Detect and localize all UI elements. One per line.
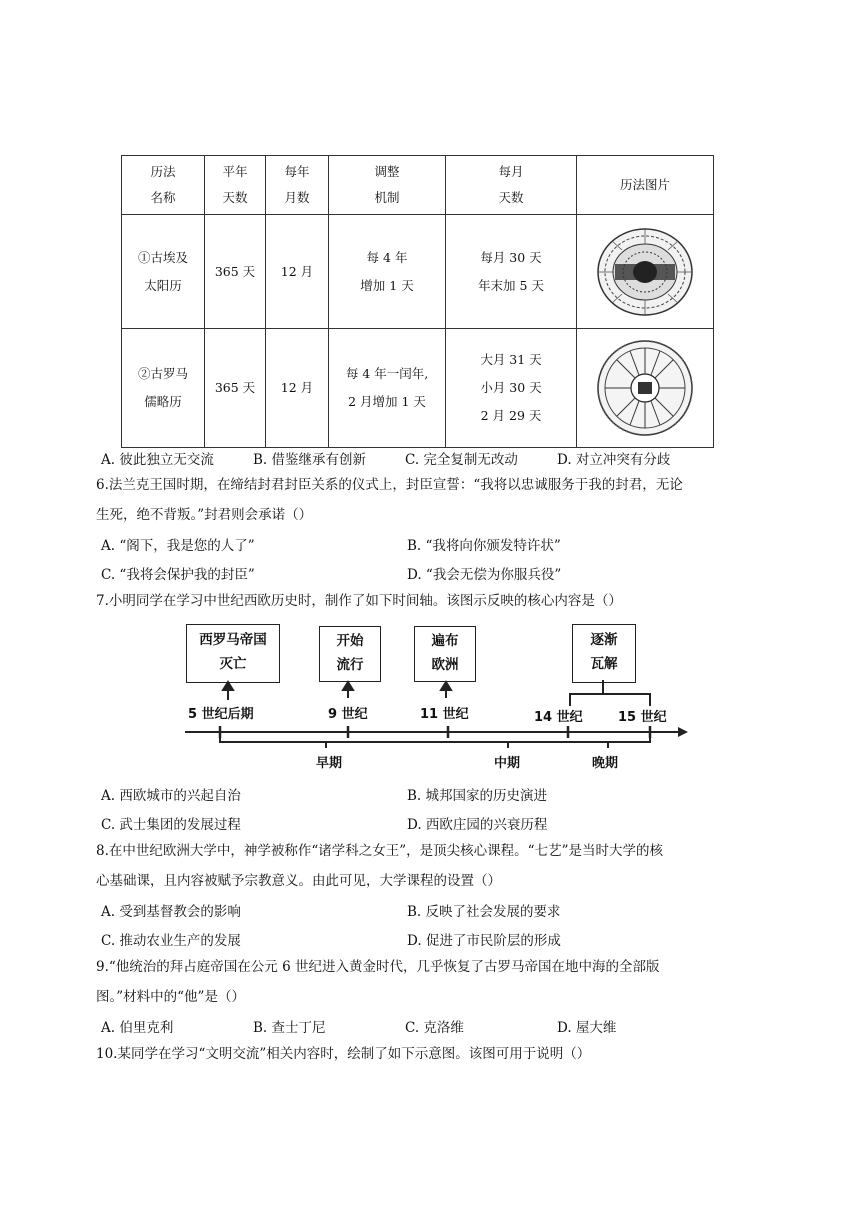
q8-stem-line2: 心基础课，且内容被赋予宗教意义。由此可见，大学课程的设置（） <box>96 873 501 889</box>
cell-adjust: 每 4 年 增加 1 天 <box>329 215 446 329</box>
q8-option-d[interactable]: D. 促进了市民阶层的形成 <box>407 933 561 949</box>
cell-image <box>577 329 714 448</box>
timeline-point-9th: 9 世纪 <box>328 707 368 722</box>
cell-name: ①古埃及 太阳历 <box>122 215 205 329</box>
q7-stem-line1: 7.小明同学在学习中世纪西欧历史时，制作了如下时间轴。该图示反映的核心内容是（） <box>96 593 622 609</box>
timeline-point-11th: 11 世纪 <box>420 707 469 722</box>
timeline-point-14th: 14 世纪 <box>534 710 583 725</box>
timeline-box-spread: 遍布 欧洲 <box>414 626 476 682</box>
header-month-days: 每月 天数 <box>446 156 577 215</box>
cell-months: 12 月 <box>266 215 329 329</box>
q9-option-d[interactable]: D. 屋大维 <box>557 1020 617 1036</box>
header-days: 平年 天数 <box>205 156 266 215</box>
q5-option-a[interactable]: A. 彼此独立无交流 <box>101 452 214 468</box>
q8-option-c[interactable]: C. 推动农业生产的发展 <box>101 933 241 949</box>
roman-calendar-image <box>593 338 697 438</box>
q9-stem-line2: 图。”材料中的“他”是（） <box>96 989 245 1005</box>
timeline-period-middle: 中期 <box>494 756 521 771</box>
q9-option-c[interactable]: C. 克洛维 <box>405 1020 464 1036</box>
q9-option-a[interactable]: A. 伯里克利 <box>101 1020 174 1036</box>
timeline-box-decline: 逐渐 瓦解 <box>572 624 636 683</box>
q9-stem-line1: 9.“他统治的拜占庭帝国在公元 6 世纪进入黄金时代，几乎恢复了古罗马帝国在地中海的全部版 <box>96 959 660 975</box>
cell-days: 365 天 <box>205 329 266 448</box>
table-row <box>122 329 714 448</box>
timeline-box-start: 开始 流行 <box>319 626 381 682</box>
q5-option-b[interactable]: B. 借鉴继承有创新 <box>253 452 367 468</box>
q7-option-a[interactable]: A. 西欧城市的兴起自治 <box>101 788 241 804</box>
cell-adjust: 每 4 年一闰年, 2 月增加 1 天 <box>329 329 446 448</box>
q6-stem-line2: 生死，绝不背叛。”封君则会承诺（） <box>96 507 313 523</box>
header-image: 历法图片 <box>577 156 714 215</box>
header-months: 每年 月数 <box>266 156 329 215</box>
cell-month-days: 大月 31 天 小月 30 天 2 月 29 天 <box>446 329 577 448</box>
q5-option-d[interactable]: D. 对立冲突有分歧 <box>557 452 671 468</box>
timeline-period-late: 晚期 <box>592 756 619 771</box>
header-name: 历法 名称 <box>122 156 205 215</box>
timeline-point-15th: 15 世纪 <box>618 710 667 725</box>
cell-month-days: 每月 30 天 年末加 5 天 <box>446 215 577 329</box>
cell-name: ②古罗马 儒略历 <box>122 329 205 448</box>
calendar-table <box>121 155 714 448</box>
q7-option-d[interactable]: D. 西欧庄园的兴衰历程 <box>407 817 548 833</box>
q7-option-b[interactable]: B. 城邦国家的历史演进 <box>407 788 548 804</box>
q8-option-b[interactable]: B. 反映了社会发展的要求 <box>407 904 561 920</box>
q5-option-c[interactable]: C. 完全复制无改动 <box>405 452 518 468</box>
q6-option-a[interactable]: A. “阁下，我是您的人了” <box>101 538 255 554</box>
table-row <box>122 215 714 329</box>
header-adjust: 调整 机制 <box>329 156 446 215</box>
timeline-period-early: 早期 <box>316 756 343 771</box>
q6-option-b[interactable]: B. “我将向你颁发特许状” <box>407 538 561 554</box>
q8-stem-line1: 8.在中世纪欧洲大学中，神学被称作“诸学科之女王”，是顶尖核心课程。“七艺”是当时大学的核 <box>96 843 663 859</box>
cell-months: 12 月 <box>266 329 329 448</box>
q6-option-c[interactable]: C. “我将会保护我的封臣” <box>101 567 255 583</box>
q6-stem-line1: 6.法兰克王国时期，在缔结封君封臣关系的仪式上，封臣宣誓：“我将以忠诚服务于我的封君，无论 <box>96 477 683 493</box>
egyptian-calendar-image <box>595 226 695 318</box>
q6-option-d[interactable]: D. “我会无偿为你服兵役” <box>407 567 562 583</box>
cell-days: 365 天 <box>205 215 266 329</box>
q10-stem-line1: 10.某同学在学习“文明交流”相关内容时，绘制了如下示意图。该图可用于说明（） <box>96 1046 591 1062</box>
q7-option-c[interactable]: C. 武士集团的发展过程 <box>101 817 241 833</box>
q9-option-b[interactable]: B. 查士丁尼 <box>253 1020 326 1036</box>
timeline-point-5th: 5 世纪后期 <box>188 707 254 722</box>
timeline-diagram <box>180 618 690 778</box>
q8-option-a[interactable]: A. 受到基督教会的影响 <box>101 904 241 920</box>
timeline-box-fall: 西罗马帝国 灭亡 <box>186 624 280 683</box>
cell-image <box>577 215 714 329</box>
